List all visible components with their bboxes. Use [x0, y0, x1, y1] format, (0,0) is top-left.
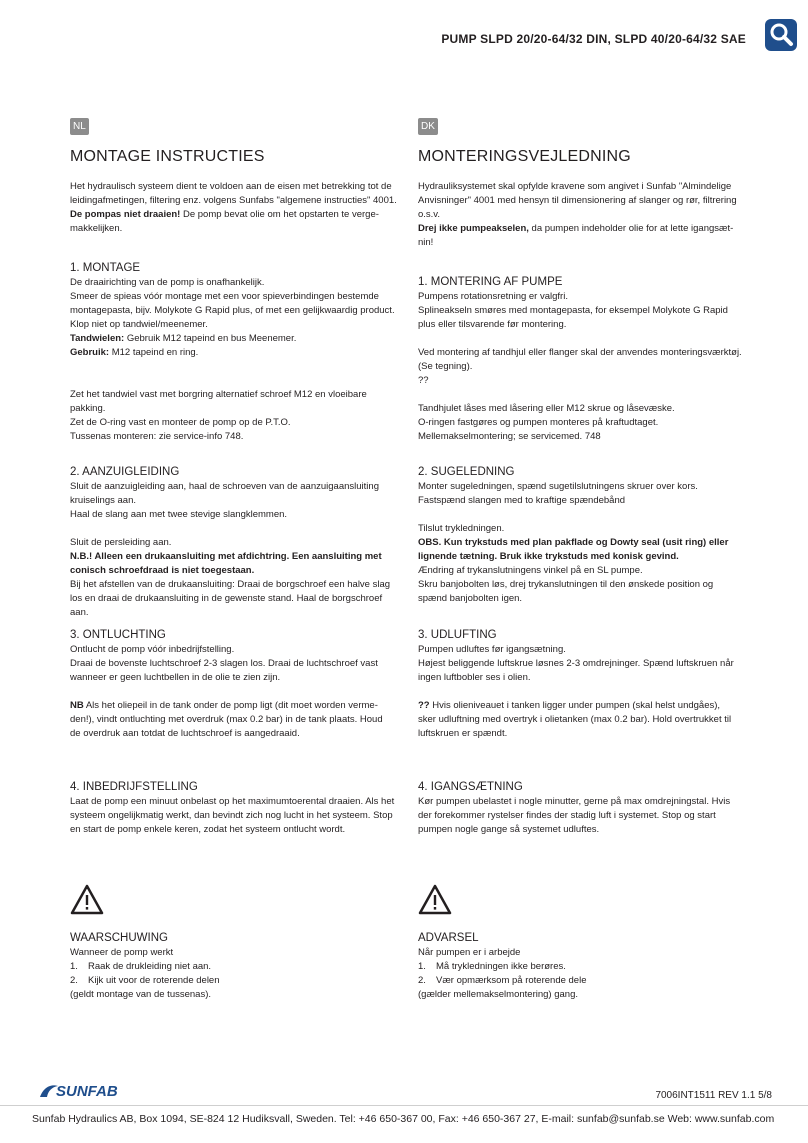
list-item	[418, 974, 753, 988]
list-text: Vær opmærksom på roterende dele	[436, 975, 587, 986]
text-line: Mellemakselmontering; se servicemed. 748	[418, 431, 601, 442]
text-line: ??	[418, 375, 429, 386]
intro-line	[70, 208, 405, 222]
text-line: spænd banjobolten igen.	[418, 593, 523, 604]
text-line: (Se tegning).	[418, 361, 473, 372]
text-line	[70, 699, 405, 713]
intro-bold: De pompas niet draaien!	[70, 209, 181, 220]
section-ontluchting-nl	[70, 628, 405, 741]
text-line: pakking.	[70, 403, 106, 414]
list-item	[418, 960, 753, 974]
page-title-dk: MONTERINGSVEJLEDNING	[418, 148, 631, 165]
list-number: 1.	[70, 961, 78, 972]
text-line: aan.	[70, 607, 89, 618]
list-text: Raak de drukleiding niet aan.	[88, 961, 212, 972]
text-line: de overdruk aan totdat de luchtschroef is aangedraaid.	[70, 728, 300, 739]
warning-triangle-icon	[70, 884, 104, 916]
intro-line	[418, 222, 753, 236]
text-line: montagepasta, bijv. Molykote G Rapid plus, of met een gelijkwaardig product.	[70, 305, 395, 316]
svg-text:SUNFAB: SUNFAB	[56, 1083, 118, 1100]
text-line: Fastspænd slangen med to kraftige spændebånd	[418, 495, 626, 506]
text-line: los en draai de drukaansluiting in de gewenste stand. Haal de borgschroef	[70, 593, 383, 604]
text-line: (gælder mellemakselmontering) gang.	[418, 989, 578, 1000]
text-line: Når pumpen er i arbejde	[418, 947, 521, 958]
section-sugeledning-dk	[418, 465, 753, 606]
text-line: Zet de O-ring vast en monteer de pomp op de P.T.O.	[70, 417, 291, 428]
list-item	[70, 974, 405, 988]
section-udlufting-dk	[418, 628, 753, 741]
text-line: Tandhjulet låses med låsering eller M12 skrue og låsevæske.	[418, 403, 675, 414]
intro-rest: De pomp bevat olie om het opstarten te verge-	[180, 209, 379, 220]
intro-line: leidingafmetingen, filtering enz. volgens Sunfabs "algemene instructies" 4001.	[70, 195, 397, 206]
text-bold: Tandwielen:	[70, 333, 125, 344]
list-text: Må trykledningen ikke berøres.	[436, 961, 566, 972]
text-line: Pumpen udluftes før igangsætning.	[418, 644, 566, 655]
text-line: Wanneer de pomp werkt	[70, 947, 174, 958]
intro-dk	[418, 180, 753, 250]
text-line: O-ringen fastgøres og pumpen monteres på kraftudtaget.	[418, 417, 659, 428]
wrench-search-icon	[764, 18, 798, 52]
section-heading: 3. ONTLUCHTING	[70, 629, 166, 641]
text-line: Smeer de spieas vóór montage met een voor spieverbindingen bestemde	[70, 291, 379, 302]
text-line: plus eller tilsvarende før montering.	[418, 319, 567, 330]
section-inbedrijfstelling-nl	[70, 780, 405, 837]
section-heading: 2. AANZUIGLEIDING	[70, 466, 180, 478]
section-montage-nl	[70, 261, 405, 444]
text-bold: NB	[70, 700, 84, 711]
text-line: Sluit de aanzuigleiding aan, haal de schroeven van de aanzuigaansluiting	[70, 481, 379, 492]
text-line: Haal de slang aan met twee stevige slangklemmen.	[70, 509, 288, 520]
text-line: der forekommer rystelser findes der stadig luft i systemet. Stop og start	[418, 810, 716, 821]
list-text: Kijk uit voor de roterende delen	[88, 975, 220, 986]
text-rest: M12 tapeind en ring.	[109, 347, 199, 358]
text-line: Sluit de persleiding aan.	[70, 537, 172, 548]
warning-nl	[70, 931, 405, 1002]
document-id: 7006INT1511 REV 1.1 5/8	[655, 1090, 772, 1101]
text-line: en start de pomp enkele keren, zodat het systeem ontlucht wordt.	[70, 824, 346, 835]
text-line: ingen luftbobler ses i olien.	[418, 672, 531, 683]
text-line	[70, 550, 405, 564]
column-dk	[418, 116, 758, 1000]
text-line	[70, 346, 405, 360]
text-line: Zet het tandwiel vast met borgring alternatief schroef M12 en vloeibare	[70, 389, 367, 400]
intro-line: o.s.v.	[418, 209, 440, 220]
text-line	[418, 699, 753, 713]
warning-heading: WAARSCHUWING	[70, 932, 168, 944]
text-bold: Gebruik:	[70, 347, 110, 358]
text-line: Splineakseln smøres med montagepasta, for eksempel Molykote G Rapid	[418, 305, 728, 316]
text-line: Bij het afstellen van de drukaansluiting: Draai de borgschroef een halve slag	[70, 579, 391, 590]
text-line: Ved montering af tandhjul eller flanger skal der anvendes monteringsværktøj.	[418, 347, 742, 358]
list-number: 2.	[418, 975, 426, 986]
section-heading: 4. INBEDRIJFSTELLING	[70, 781, 198, 793]
section-heading: 1. MONTAGE	[70, 262, 141, 274]
intro-line: Hydrauliksystemet skal opfylde kravene som angivet i Sunfab "Almindelige	[418, 181, 732, 192]
section-heading: 1. MONTERING AF PUMPE	[418, 276, 563, 288]
text-line: sker udluftning med overtryk i olietanken (max 0.2 bar). Hold overtrukket til	[418, 714, 732, 725]
intro-line: Het hydraulisch systeem dient te voldoen aan de eisen met betrekking tot de	[70, 181, 392, 192]
text-line: Ontlucht de pomp vóór inbedrijfstelling.	[70, 644, 235, 655]
text-line: den!), vindt ontluchting met overdruk (max 0.2 bar) in de tank plaats. Houd	[70, 714, 383, 725]
text-line: Tussenas monteren: zie service-info 748.	[70, 431, 244, 442]
text-line	[70, 332, 405, 346]
list-number: 2.	[70, 975, 78, 986]
text-line: Skru banjobolten løs, drej trykanslutningen til den ønskede position og	[418, 579, 714, 590]
language-badge-nl: NL	[70, 118, 89, 135]
intro-bold: Drej ikke pumpeakselen,	[418, 223, 529, 234]
text-rest: Hvis olieniveauet i tanken ligger under pumpen (skal helst undgåes),	[429, 700, 721, 711]
text-bold: OBS. Kun trykstuds med plan pakflade og Dowty seal (usit ring) eller	[418, 537, 729, 548]
text-rest: Als het oliepeil in de tank onder de pomp ligt (dit moet worden verme-	[83, 700, 378, 711]
text-line: systeem ongelijkmatig werkt, dan bevindt zich nog lucht in het systeem. Stop	[70, 810, 393, 821]
section-heading: 3. UDLUFTING	[418, 629, 497, 641]
text-line	[70, 564, 405, 578]
sunfab-logo	[38, 1080, 128, 1102]
text-line: Højest beliggende luftskrue løsnes 2-3 omdrejninger. Spænd luftskruen når	[418, 658, 734, 669]
section-heading: 4. IGANGSÆTNING	[418, 781, 523, 793]
intro-nl	[70, 180, 405, 236]
section-montering-dk	[418, 275, 753, 444]
intro-rest: da pumpen indeholder olie for at lette igangsæt-	[528, 223, 734, 234]
text-line: Ændring af trykanslutningens vinkel på en SL pumpe.	[418, 565, 643, 576]
text-line: kruiselings aan.	[70, 495, 137, 506]
text-line: Tilslut trykledningen.	[418, 523, 505, 534]
list-item	[70, 960, 405, 974]
text-line: Draai de bovenste luchtschroef 2-3 slagen los. Draai de luchtschroef vast	[70, 658, 378, 669]
text-line: pumpen nogle gange så systemet udluftes.	[418, 824, 600, 835]
header-title: PUMP SLPD 20/20-64/32 DIN, SLPD 40/20-64/32 SAE	[441, 32, 746, 46]
warning-heading: ADVARSEL	[418, 932, 479, 944]
text-line: De draairichting van de pomp is onafhankelijk.	[70, 277, 265, 288]
text-bold: conisch schroefdraad is niet toegestaan.	[70, 565, 255, 576]
text-line: Kør pumpen ubelastet i nogle minutter, gerne på max omdrejningstal. Hvis	[418, 796, 731, 807]
text-line	[418, 536, 753, 550]
intro-line: makkelijken.	[70, 223, 123, 234]
text-line: Monter sugeledningen, spænd sugetilslutningens skruer over kors.	[418, 481, 698, 492]
section-aanzuigleiding-nl	[70, 465, 405, 620]
warning-dk	[418, 931, 753, 1002]
text-bold: lignende tætning. Bruk ikke trykstuds med konisk gevind.	[418, 551, 679, 562]
text-line: luftskruen er spændt.	[418, 728, 508, 739]
text-rest: Gebruik M12 tapeind en bus Meenemer.	[124, 333, 297, 344]
warning-triangle-icon	[418, 884, 452, 916]
page-title-nl: MONTAGE INSTRUCTIES	[70, 148, 265, 165]
text-line: Laat de pomp een minuut onbelast op het maximumtoerental draaien. Als het	[70, 796, 395, 807]
section-igangsaetning-dk	[418, 780, 753, 837]
text-line: (geldt montage van de tussenas).	[70, 989, 212, 1000]
text-line: Pumpens rotationsretning er valgfri.	[418, 291, 568, 302]
section-heading: 2. SUGELEDNING	[418, 466, 515, 478]
footer-address: Sunfab Hydraulics AB, Box 1094, SE-824 12 Hudiksvall, Sweden. Tel: +46 650-367 00, Fax: +46 650-367 27, E-mail: sunfab@sunfab.se Web: www.sunfab.com	[32, 1113, 775, 1125]
footer-divider	[0, 1105, 808, 1106]
language-badge-dk: DK	[418, 118, 438, 135]
text-line: wanneer er geen luchtbellen in de olie te zien zijn.	[70, 672, 281, 683]
intro-line: nin!	[418, 237, 434, 248]
text-bold: ??	[418, 700, 430, 711]
intro-line: Anvisninger" 4001 med hensyn til dimensionering af slanger og rør, filtrering	[418, 195, 737, 206]
column-nl	[70, 116, 410, 1000]
list-number: 1.	[418, 961, 426, 972]
text-line	[418, 550, 753, 564]
text-bold: N.B.! Alleen een drukaansluiting met afdichtring. Een aansluiting met	[70, 551, 382, 562]
text-line: Klop niet op tandwiel/meenemer.	[70, 319, 208, 330]
